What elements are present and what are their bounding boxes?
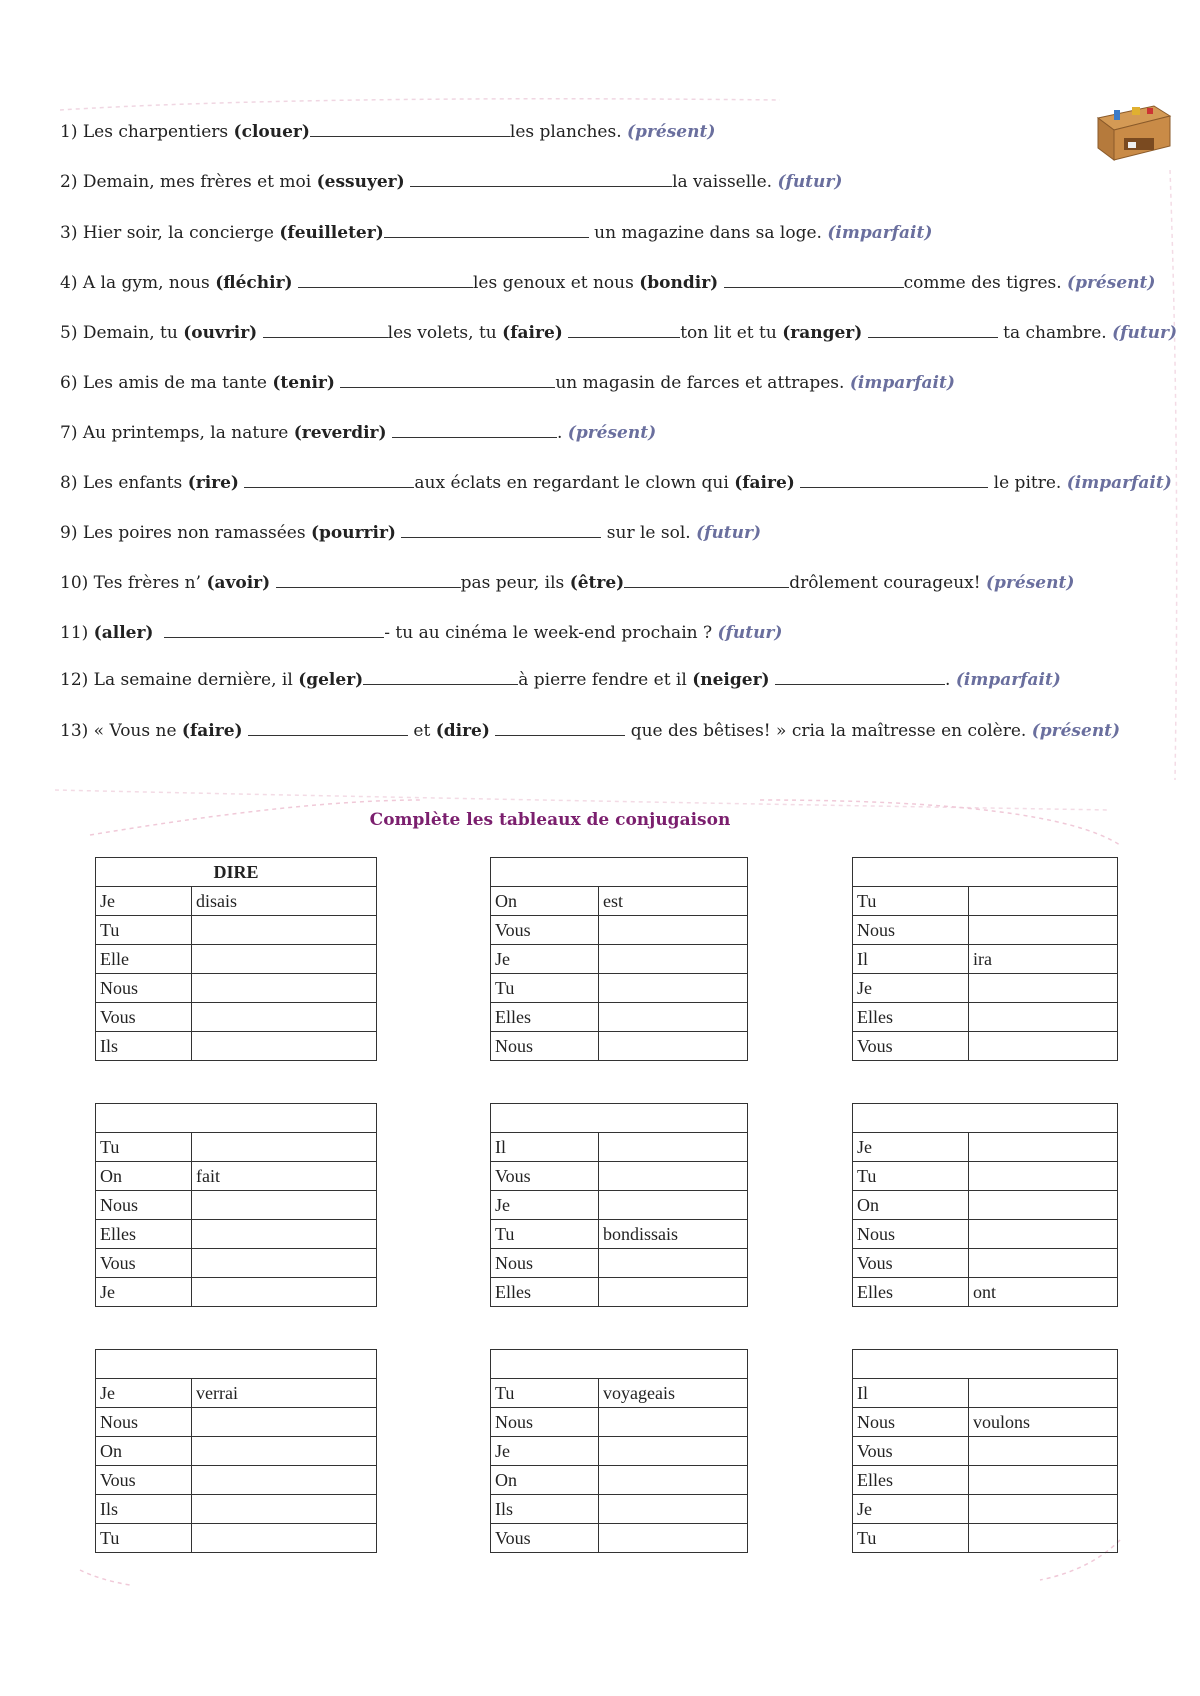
conjugated-form-cell[interactable] [192, 916, 377, 945]
pronoun-cell: Je [96, 1379, 192, 1408]
answer-blank[interactable] [248, 719, 408, 736]
answer-blank[interactable] [244, 471, 414, 488]
conjugated-form-cell[interactable] [599, 1032, 748, 1061]
conjugated-form-cell[interactable] [599, 1191, 748, 1220]
tables-heading: Complète les tableaux de conjugaison [369, 810, 731, 830]
conjugation-table-7 [95, 1349, 377, 1553]
sentence-text: aux éclats en regardant le clown qui [414, 473, 735, 493]
table-verb-title[interactable] [96, 1104, 377, 1133]
conjugated-form-cell[interactable] [969, 1249, 1118, 1278]
table-row [491, 1379, 748, 1408]
exercise-2 [60, 170, 842, 193]
table-row [96, 1032, 377, 1061]
pronoun-cell: Tu [491, 1220, 599, 1249]
conjugated-form-cell: fait [192, 1162, 377, 1191]
verb-infinitive: (faire) [181, 721, 243, 741]
verb-infinitive: (avoir) [206, 573, 271, 593]
table-row [491, 1003, 748, 1032]
table-row [491, 974, 748, 1003]
sentence-text: Tes frères n’ [88, 573, 207, 593]
conjugation-table-2 [490, 857, 748, 1061]
pronoun-cell: Nous [96, 1191, 192, 1220]
exercise-number: 12) [60, 670, 89, 690]
sentence-text: ton lit et tu [680, 323, 783, 343]
answer-blank[interactable] [568, 321, 680, 338]
answer-blank[interactable] [868, 321, 998, 338]
table-row [491, 1162, 748, 1191]
table-row [853, 1379, 1118, 1408]
table-row [491, 1466, 748, 1495]
sentence-text: . [945, 670, 956, 690]
pronoun-cell: Nous [96, 1408, 192, 1437]
pronoun-cell: Je [491, 1437, 599, 1466]
verb-infinitive: (bondir) [639, 273, 719, 293]
table-row [96, 1495, 377, 1524]
pronoun-cell: On [96, 1162, 192, 1191]
sentence-text: la vaisselle. [672, 172, 778, 192]
sentence-text: comme des tigres. [903, 273, 1068, 293]
pronoun-cell: Vous [96, 1003, 192, 1032]
tense-label: (présent) [986, 573, 1075, 593]
conjugated-form-cell[interactable] [192, 1220, 377, 1249]
pronoun-cell: Vous [491, 916, 599, 945]
pronoun-cell: Je [853, 1133, 969, 1162]
verb-infinitive: (neiger) [692, 670, 770, 690]
conjugated-form-cell[interactable] [969, 1466, 1118, 1495]
conjugation-table-5 [490, 1103, 748, 1307]
sentence-text: Les poires non ramassées [77, 523, 311, 543]
table-row [491, 1133, 748, 1162]
table-row [491, 916, 748, 945]
answer-blank[interactable] [276, 571, 461, 588]
answer-blank[interactable] [263, 321, 388, 338]
table-row [853, 1524, 1118, 1553]
pronoun-cell: Nous [491, 1249, 599, 1278]
tense-label: (futur) [717, 623, 783, 643]
pronoun-cell: Elles [491, 1003, 599, 1032]
tense-label: (présent) [627, 122, 716, 142]
tense-label: (présent) [1067, 273, 1156, 293]
pronoun-cell: Nous [853, 916, 969, 945]
pronoun-cell: Je [491, 945, 599, 974]
verb-infinitive: (tenir) [272, 373, 335, 393]
table-row [853, 1437, 1118, 1466]
conjugated-form-cell[interactable] [599, 1133, 748, 1162]
pronoun-cell: Elles [96, 1220, 192, 1249]
pronoun-cell: Tu [853, 1524, 969, 1553]
sentence-text: un magazine dans sa loge. [588, 223, 828, 243]
conjugated-form-cell[interactable] [192, 1408, 377, 1437]
table-row [96, 887, 377, 916]
table-row [96, 1249, 377, 1278]
pronoun-cell: Je [96, 887, 192, 916]
verb-infinitive: (ranger) [782, 323, 863, 343]
exercise-10 [60, 571, 1074, 594]
conjugated-form-cell[interactable] [192, 1495, 377, 1524]
verb-infinitive: (clouer) [233, 122, 310, 142]
table-row [853, 1220, 1118, 1249]
conjugated-form-cell[interactable] [192, 1133, 377, 1162]
verb-infinitive: (fléchir) [215, 273, 293, 293]
pronoun-cell: Il [491, 1133, 599, 1162]
answer-blank[interactable] [392, 421, 557, 438]
sentence-text: La semaine dernière, il [88, 670, 299, 690]
sentence-text: . [556, 423, 568, 443]
conjugated-form-cell[interactable] [192, 1003, 377, 1032]
conjugated-form-cell[interactable] [969, 1495, 1118, 1524]
pronoun-cell: Elle [96, 945, 192, 974]
pronoun-cell: Tu [96, 1133, 192, 1162]
sentence-text: Les amis de ma tante [77, 373, 273, 393]
exercise-13 [60, 719, 1120, 742]
tense-label: (présent) [567, 423, 657, 443]
pronoun-cell: Elles [853, 1466, 969, 1495]
table-row [853, 1133, 1118, 1162]
verb-infinitive: (aller) [93, 623, 154, 643]
table-verb-title[interactable] [491, 1104, 748, 1133]
exercise-number: 4) [60, 273, 78, 293]
verb-infinitive: (reverdir) [293, 423, 387, 443]
conjugated-form-cell: disais [192, 887, 377, 916]
conjugated-form-cell[interactable] [969, 1003, 1118, 1032]
verb-infinitive: (ouvrir) [183, 323, 258, 343]
answer-blank[interactable] [340, 371, 555, 388]
conjugated-form-cell: ont [969, 1278, 1118, 1307]
answer-blank[interactable] [495, 719, 625, 736]
conjugated-form-cell: verrai [192, 1379, 377, 1408]
verb-infinitive: (essuyer) [316, 172, 405, 192]
table-row [853, 1162, 1118, 1191]
table-verb-title[interactable] [96, 1350, 377, 1379]
sentence-text: Les charpentiers [77, 122, 234, 142]
table-row [96, 916, 377, 945]
answer-blank[interactable] [401, 521, 601, 538]
conjugated-form-cell: voulons [969, 1408, 1118, 1437]
exercise-7 [60, 421, 656, 444]
sentence-text: Les enfants [77, 473, 188, 493]
conjugated-form-cell[interactable] [969, 1133, 1118, 1162]
pronoun-cell: Elles [853, 1003, 969, 1032]
pronoun-cell: Vous [96, 1249, 192, 1278]
exercise-4 [60, 271, 1155, 294]
table-row [491, 945, 748, 974]
sentence-text: pas peur, ils [460, 573, 570, 593]
answer-blank[interactable] [298, 271, 473, 288]
table-verb-title[interactable] [491, 858, 748, 887]
sentence-text [153, 623, 164, 643]
table-row [853, 1278, 1118, 1307]
verb-infinitive: (être) [569, 573, 625, 593]
pronoun-cell: Nous [853, 1408, 969, 1437]
pronoun-cell: Elles [491, 1278, 599, 1307]
exercise-number: 8) [60, 473, 78, 493]
sentence-text: sur le sol. [601, 523, 697, 543]
sentence-text: « Vous ne [88, 721, 182, 741]
school-desk-illustration [1092, 100, 1172, 170]
exercise-number: 13) [60, 721, 89, 741]
table-row [96, 1191, 377, 1220]
table-row [491, 1408, 748, 1437]
sentence-text: drôlement courageux! [789, 573, 987, 593]
table-row [853, 1191, 1118, 1220]
table-row [853, 945, 1118, 974]
pronoun-cell: Vous [491, 1162, 599, 1191]
pronoun-cell: Vous [853, 1032, 969, 1061]
sentence-text: les volets, tu [387, 323, 503, 343]
conjugated-form-cell[interactable] [192, 1437, 377, 1466]
pronoun-cell: Je [491, 1191, 599, 1220]
pronoun-cell: Je [853, 974, 969, 1003]
exercise-number: 1) [60, 122, 78, 142]
pronoun-cell: Ils [96, 1495, 192, 1524]
conjugated-form-cell[interactable] [969, 887, 1118, 916]
exercise-12 [60, 668, 1061, 691]
tense-label: (imparfait) [849, 373, 955, 393]
sentence-text: Au printemps, la nature [77, 423, 294, 443]
conjugated-form-cell[interactable] [192, 1524, 377, 1553]
conjugated-form-cell[interactable] [192, 1191, 377, 1220]
table-verb-title[interactable]: DIRE [96, 858, 377, 887]
pronoun-cell: Vous [96, 1466, 192, 1495]
exercise-number: 3) [60, 223, 78, 243]
sentence-text: Hier soir, la concierge [77, 223, 280, 243]
answer-blank[interactable] [384, 221, 589, 238]
exercise-number: 7) [60, 423, 78, 443]
conjugated-form-cell: est [599, 887, 748, 916]
table-verb-title[interactable] [853, 1104, 1118, 1133]
sentence-text: le pitre. [988, 473, 1067, 493]
answer-blank[interactable] [310, 120, 510, 137]
conjugated-form-cell[interactable] [599, 1249, 748, 1278]
tense-label: (futur) [1112, 323, 1178, 343]
pronoun-cell: Nous [96, 974, 192, 1003]
table-row [96, 1524, 377, 1553]
table-row [491, 1249, 748, 1278]
pronoun-cell: Nous [491, 1032, 599, 1061]
conjugated-form-cell[interactable] [969, 1032, 1118, 1061]
table-row [853, 1003, 1118, 1032]
tense-label: (imparfait) [827, 223, 933, 243]
conjugated-form-cell: bondissais [599, 1220, 748, 1249]
exercise-number: 9) [60, 523, 78, 543]
answer-blank[interactable] [624, 571, 789, 588]
answer-blank[interactable] [800, 471, 988, 488]
answer-blank[interactable] [363, 668, 518, 685]
conjugation-table-3 [852, 857, 1118, 1061]
exercise-8 [60, 471, 1172, 494]
table-row [96, 1379, 377, 1408]
exercise-number: 5) [60, 323, 78, 343]
pronoun-cell: Vous [853, 1249, 969, 1278]
sentence-text: et [407, 721, 436, 741]
exercise-9 [60, 521, 761, 544]
verb-infinitive: (pourrir) [310, 523, 396, 543]
conjugated-form-cell[interactable] [192, 1249, 377, 1278]
tense-label: (imparfait) [955, 670, 1061, 690]
conjugated-form-cell[interactable] [969, 1524, 1118, 1553]
tense-label: (futur) [777, 172, 843, 192]
exercise-1 [60, 120, 715, 143]
verb-infinitive: (rire) [187, 473, 239, 493]
verb-infinitive: (geler) [298, 670, 364, 690]
table-row [853, 887, 1118, 916]
pronoun-cell: Ils [96, 1032, 192, 1061]
conjugated-form-cell[interactable] [599, 1524, 748, 1553]
conjugated-form-cell: ira [969, 945, 1118, 974]
sentence-text: - tu au cinéma le week-end prochain ? [384, 623, 718, 643]
table-row [491, 1032, 748, 1061]
answer-blank[interactable] [410, 170, 672, 187]
table-row [491, 1278, 748, 1307]
conjugated-form-cell[interactable] [599, 916, 748, 945]
table-row [853, 1032, 1118, 1061]
pronoun-cell: Je [853, 1495, 969, 1524]
conjugated-form-cell[interactable] [969, 1191, 1118, 1220]
pronoun-cell: Tu [491, 1379, 599, 1408]
conjugation-table-4 [95, 1103, 377, 1307]
pronoun-cell: Tu [853, 887, 969, 916]
sentence-text: à pierre fendre et il [518, 670, 693, 690]
table-verb-title[interactable] [853, 858, 1118, 887]
table-row [491, 887, 748, 916]
answer-blank[interactable] [164, 621, 384, 638]
pronoun-cell: Ils [491, 1495, 599, 1524]
conjugated-form-cell[interactable] [599, 1162, 748, 1191]
conjugation-table-8 [490, 1349, 748, 1553]
table-verb-title[interactable] [853, 1350, 1118, 1379]
pronoun-cell: Elles [853, 1278, 969, 1307]
table-row [853, 974, 1118, 1003]
conjugation-table-6 [852, 1103, 1118, 1307]
pronoun-cell: On [491, 887, 599, 916]
exercise-6 [60, 371, 955, 394]
table-row [853, 916, 1118, 945]
pronoun-cell: Vous [491, 1524, 599, 1553]
pronoun-cell: Il [853, 945, 969, 974]
conjugated-form-cell[interactable] [192, 1466, 377, 1495]
pronoun-cell: On [853, 1191, 969, 1220]
conjugation-table-1 [95, 857, 377, 1061]
conjugated-form-cell[interactable] [599, 1408, 748, 1437]
tense-label: (futur) [696, 523, 762, 543]
table-verb-title[interactable] [491, 1350, 748, 1379]
conjugated-form-cell[interactable] [599, 1278, 748, 1307]
tense-label: (imparfait) [1066, 473, 1172, 493]
table-row [491, 1495, 748, 1524]
table-row [96, 1220, 377, 1249]
conjugated-form-cell[interactable] [969, 1437, 1118, 1466]
answer-blank[interactable] [775, 668, 945, 685]
table-row [491, 1437, 748, 1466]
conjugated-form-cell[interactable] [599, 1495, 748, 1524]
pronoun-cell: Tu [96, 916, 192, 945]
verb-infinitive: (faire) [502, 323, 563, 343]
sentence-text: Demain, mes frères et moi [77, 172, 317, 192]
conjugated-form-cell[interactable] [192, 974, 377, 1003]
exercise-3 [60, 221, 932, 244]
exercise-11 [60, 621, 782, 644]
table-row [96, 1162, 377, 1191]
conjugated-form-cell[interactable] [599, 945, 748, 974]
pronoun-cell: On [96, 1437, 192, 1466]
sentence-text: ta chambre. [997, 323, 1113, 343]
table-row [491, 1524, 748, 1553]
table-row [96, 1408, 377, 1437]
sentence-text: Demain, tu [77, 323, 184, 343]
exercise-5 [60, 321, 1177, 344]
pronoun-cell: Nous [491, 1408, 599, 1437]
table-row [853, 1495, 1118, 1524]
sentence-text: les genoux et nous [473, 273, 640, 293]
conjugated-form-cell[interactable] [969, 974, 1118, 1003]
pronoun-cell: Tu [96, 1524, 192, 1553]
conjugated-form-cell: voyageais [599, 1379, 748, 1408]
table-row [491, 1191, 748, 1220]
table-row [96, 945, 377, 974]
conjugation-table-9 [852, 1349, 1118, 1553]
table-row [853, 1466, 1118, 1495]
verb-infinitive: (dire) [435, 721, 490, 741]
sentence-text: que des bêtises! » cria la maîtresse en colère. [625, 721, 1032, 741]
sentence-text: A la gym, nous [77, 273, 216, 293]
pronoun-cell: Nous [853, 1220, 969, 1249]
conjugated-form-cell[interactable] [599, 1003, 748, 1032]
conjugated-form-cell[interactable] [969, 1379, 1118, 1408]
pronoun-cell: Tu [853, 1162, 969, 1191]
conjugated-form-cell[interactable] [599, 1437, 748, 1466]
pronoun-cell: Je [96, 1278, 192, 1307]
pronoun-cell: Vous [853, 1437, 969, 1466]
table-row [96, 1437, 377, 1466]
tense-label: (présent) [1031, 721, 1121, 741]
pronoun-cell: Il [853, 1379, 969, 1408]
conjugated-form-cell[interactable] [969, 916, 1118, 945]
table-row [491, 1220, 748, 1249]
verb-infinitive: (feuilleter) [279, 223, 384, 243]
table-row [96, 1466, 377, 1495]
exercise-number: 10) [60, 573, 89, 593]
table-row [96, 974, 377, 1003]
table-row [853, 1249, 1118, 1278]
table-row [96, 1003, 377, 1032]
conjugated-form-cell[interactable] [192, 1032, 377, 1061]
pronoun-cell: Tu [491, 974, 599, 1003]
table-row [96, 1278, 377, 1307]
exercise-number: 2) [60, 172, 78, 192]
conjugated-form-cell[interactable] [599, 974, 748, 1003]
conjugated-form-cell[interactable] [969, 1220, 1118, 1249]
conjugated-form-cell[interactable] [969, 1162, 1118, 1191]
conjugated-form-cell[interactable] [192, 1278, 377, 1307]
verb-infinitive: (faire) [734, 473, 795, 493]
answer-blank[interactable] [724, 271, 904, 288]
table-row [96, 1133, 377, 1162]
conjugated-form-cell[interactable] [599, 1466, 748, 1495]
pronoun-cell: On [491, 1466, 599, 1495]
sentence-text: les planches. [509, 122, 628, 142]
exercise-number: 6) [60, 373, 78, 393]
conjugated-form-cell[interactable] [192, 945, 377, 974]
exercise-number: 11) [60, 623, 89, 643]
table-row [853, 1408, 1118, 1437]
sentence-text: un magasin de farces et attrapes. [555, 373, 850, 393]
